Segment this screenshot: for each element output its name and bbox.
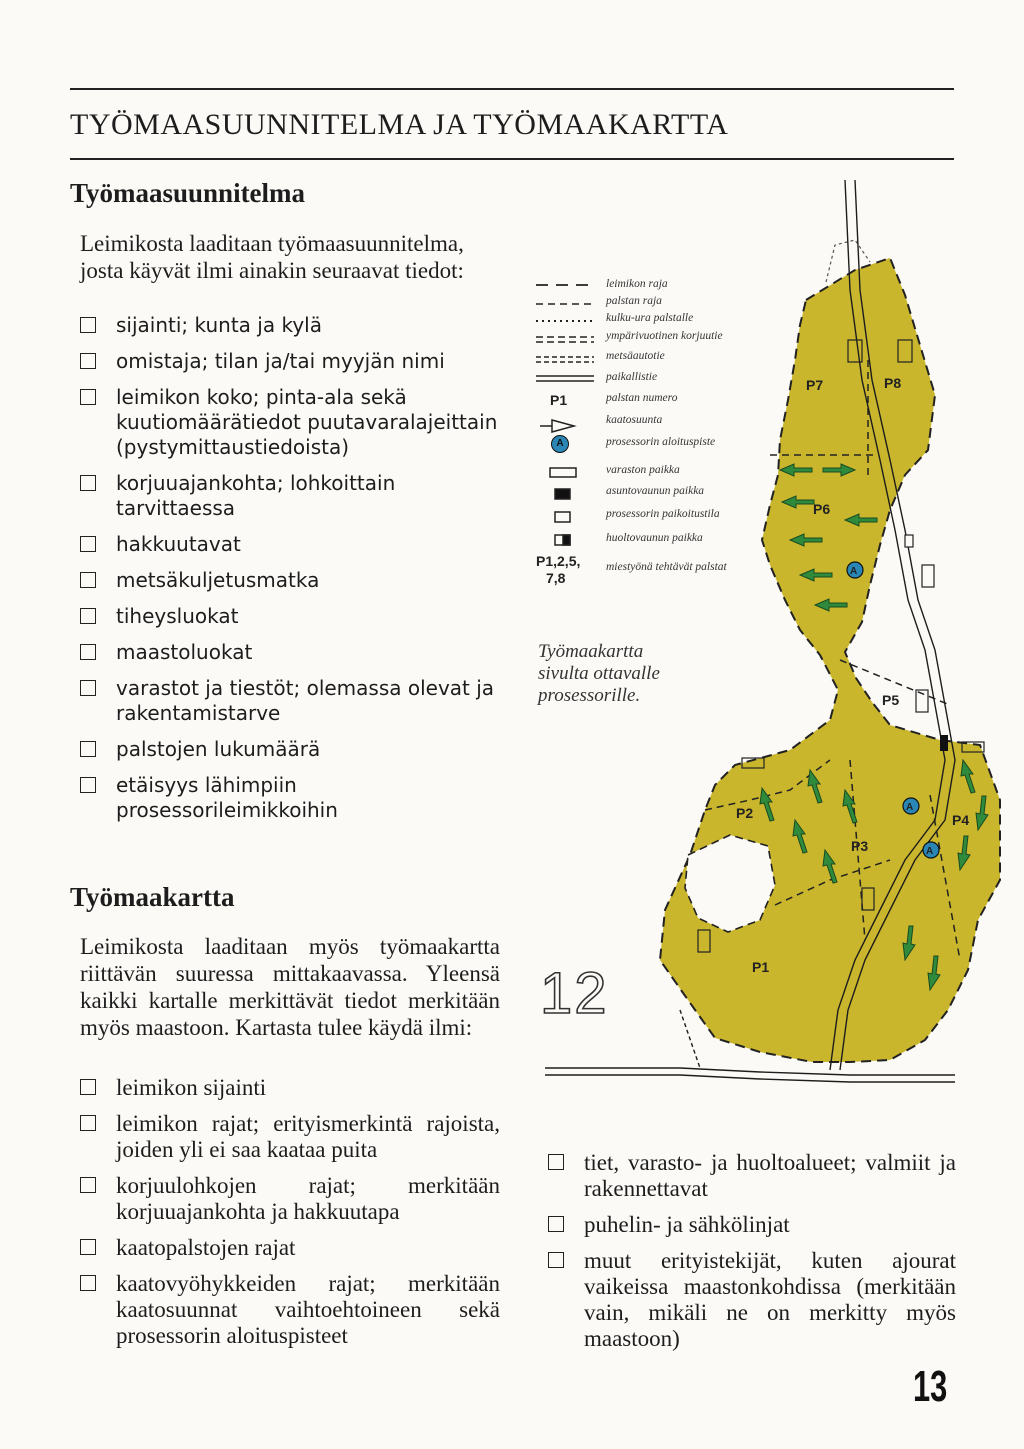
legend-row: metsäautotie	[606, 350, 665, 362]
legend-row: palstan raja	[606, 295, 662, 307]
checklist-item: tiet, varasto- ja huoltoalueet; valmiit ja rakennettavat	[548, 1150, 956, 1202]
checklist-item: tiheysluokat	[80, 604, 500, 629]
checklist-item: kaatopalstojen rajat	[80, 1235, 500, 1261]
plot-label-p2: P2	[736, 805, 754, 821]
legend-row: kaatosuunta	[606, 414, 663, 426]
legend-row: A prosessorin aloituspiste	[532, 434, 782, 454]
section-heading-tyomaakartta: Työmaakartta	[70, 882, 235, 912]
legend-row: prosessorin paikoitustila	[606, 508, 720, 520]
checklist-item: muut erityistekijät, kuten ajourat vaikeissa maastonkohdissa (merkitään vain, mikäli ne on merkitty myös maastoon)	[548, 1248, 956, 1352]
plot-label-p7: P7	[806, 377, 824, 393]
start-point-label: A	[850, 566, 858, 577]
checklist-item: leimikon rajat; erityismerkintä rajoista, joiden yli ei saa kaataa puita	[80, 1111, 500, 1163]
legend-row: leimikon raja	[606, 278, 668, 290]
plot-label-p4: P4	[952, 812, 970, 828]
plot-label-p6: P6	[813, 501, 831, 517]
page-number: 13	[913, 1362, 948, 1411]
legend-row: asuntovaunun paikka	[606, 485, 705, 497]
section-intro: Leimikosta laaditaan työmaasuunnitelma, josta käyvät ilmi ainakin seuraavat tiedot:	[80, 231, 464, 283]
start-point-label: A	[926, 846, 934, 857]
section-intro: Leimikosta laaditaan myös työmaakartta riittävän suuressa mittakaavassa. Yleensä kaikki kartalle merkittävät tiedot merkitään myös maastoon. Kartasta tulee käydä ilmi:	[80, 934, 500, 1040]
checklist-item: varastot ja tiestöt; olemassa olevat ja rakentamistarve	[80, 676, 500, 726]
start-point-label: A	[906, 802, 914, 813]
legend-row: kulku-ura palstalle	[606, 312, 694, 324]
legend-row: paikallistie	[606, 371, 658, 383]
legend-row: huoltovaunun paikka	[606, 532, 703, 544]
legend-row: P1,2,5, 7,8 miestyönä tehtävät palstat	[536, 553, 727, 586]
plot-label-p5: P5	[882, 692, 900, 708]
plot-label-p1: P1	[752, 959, 770, 975]
checklist-item: hakkuutavat	[80, 532, 500, 557]
checklist-item: korjuulohkojen rajat; merkitään korjuuajankohta ja hakkuutapa	[80, 1173, 500, 1225]
checklist-item: sijainti; kunta ja kylä	[80, 313, 500, 338]
checklist-item: leimikon koko; pinta-ala sekä kuutiomäärätiedot puutavaralajeittain (pystymittaustiedoista)	[80, 385, 500, 460]
checklist-item: puhelin- ja sähkölinjat	[548, 1212, 956, 1238]
page-title: TYÖMAASUUNNITELMA JA TYÖMAAKARTTA	[70, 108, 729, 141]
checklist-item: metsäkuljetusmatka	[80, 568, 500, 593]
checklist-item: palstojen lukumäärä	[80, 737, 500, 762]
legend-row: ympärivuotinen korjuutie	[606, 330, 723, 342]
legend-row: varaston paikka	[606, 464, 680, 476]
plot-label-p3: P3	[851, 838, 869, 854]
checklist-item: maastoluokat	[80, 640, 500, 665]
plot-label-p8: P8	[884, 375, 902, 391]
legend-row: P1 palstan numero	[550, 392, 678, 408]
section-heading-tyomaasuunnitelma: Työmaasuunnitelma	[70, 178, 306, 208]
checklist-item: etäisyys lähimpiin prosessorileimikkoihin	[80, 773, 500, 823]
checklist-item: leimikon sijainti	[80, 1075, 500, 1101]
map-figure-number: 12	[540, 961, 609, 1026]
checklist-item: kaatovyöhykkeiden rajat; merkitään kaatosuunnat vaihtoehtoineen sekä prosessorin aloituspisteet	[80, 1271, 500, 1349]
checklist-item: omistaja; tilan ja/tai myyjän nimi	[80, 349, 500, 374]
start-point-icon: A	[551, 435, 569, 453]
map-caption: Työmaakartta sivulta ottavalle prosessorille.	[538, 641, 660, 706]
checklist-item: korjuuajankohta; lohkoittain tarvittaessa	[80, 471, 500, 521]
